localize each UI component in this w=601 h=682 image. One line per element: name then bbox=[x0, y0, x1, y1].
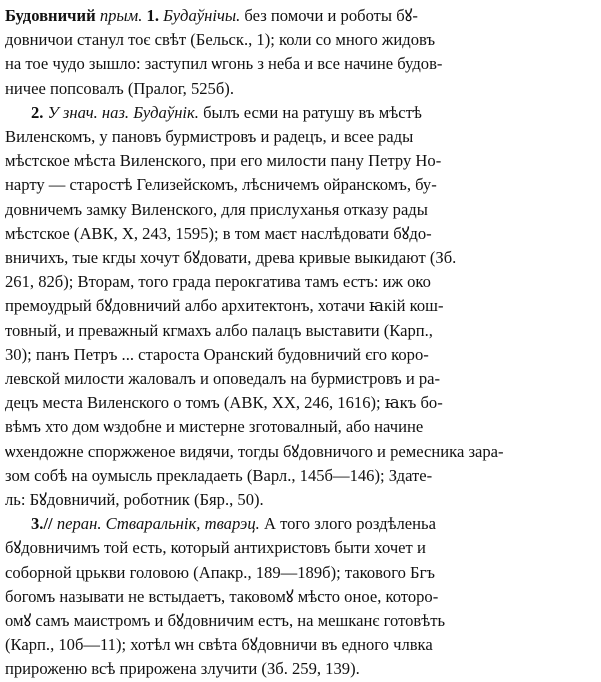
entry-line: 30); панъ Петръ ... староста Оранский будовничий єго коро- bbox=[5, 344, 429, 364]
usage-label: У знач. наз. bbox=[47, 102, 130, 122]
entry-line: мѣстское (АВК, X, 243, 1595); в том маєт наслѣдовати бꙋдо- bbox=[5, 223, 432, 243]
entry-line: бꙋдовничимъ той есть, который антихристовъ быти хочет и bbox=[5, 538, 426, 558]
entry-section-2 bbox=[5, 101, 596, 512]
entry-text: А того злого роздѣленьа bbox=[263, 514, 436, 534]
entry-section-1 bbox=[5, 4, 596, 101]
entry-line: довничои станул тоє свѣт (Бельск., 1); коли со много жидовъ bbox=[5, 30, 436, 50]
entry-line: 261, 82б); Вторам, того града перокгатива тамъ естъ: иж око bbox=[5, 272, 431, 292]
entry-line: товный, и преважный кгмахъ албо палацъ выставити (Карп., bbox=[5, 320, 433, 340]
entry-line: премоудрый бꙋдовничий албо архитектонъ, хотачи ꙗкій кош- bbox=[5, 296, 444, 316]
sense-gloss: Будаўнік. bbox=[133, 102, 199, 122]
entry-line: довничемъ замку Виленского, для прислуханья отказу рады bbox=[5, 199, 428, 219]
entry-line: ль: Бꙋдовничий, роботник (Бяр., 50). bbox=[5, 490, 264, 510]
entry-line bbox=[5, 512, 596, 536]
usage-label: перан. bbox=[56, 514, 102, 534]
sense-number: 1. bbox=[146, 6, 159, 25]
entry-line: нарту — старостѣ Гелизейскомъ, лѣсничемъ ойранскомъ, бу- bbox=[5, 175, 437, 195]
entry-line: богомъ называти не встыдаетъ, таковомꙋ мѣсто оное, которо- bbox=[5, 586, 439, 606]
entry-line: вѣмъ хто дом ѡздобне и мистерне зготовалный, або начине bbox=[5, 417, 424, 437]
entry-text: без помочи и роботы бꙋ- bbox=[244, 6, 418, 25]
entry-line: на тое чудо зышло: заступил ѡгонь з неба и все начине будов- bbox=[5, 54, 443, 74]
entry-line: (Карп., 10б—11); хотѣл ѡн свѣта бꙋдовничи въ едного члвка bbox=[5, 635, 433, 655]
entry-line: зом собѣ на оумысль прекладаеть (Варл., 145б—146); Здате- bbox=[5, 465, 433, 485]
sense-gloss: Будаўнічы. bbox=[163, 6, 241, 25]
entry-line: левской милости жаловалъ и оповедалъ на бурмистровъ и ра- bbox=[5, 369, 441, 389]
entry-line: вничихъ, тые кгды хочут бꙋдовати, древа кривые выкидают (Зб. bbox=[5, 248, 457, 268]
entry-line bbox=[5, 4, 596, 28]
entry-line: соборной црькви головою (Апакр., 189—189б); такового Бгъ bbox=[5, 562, 435, 582]
entry-line: децъ места Виленского о томъ (АВК, XX, 246, 1616); ꙗкъ бо- bbox=[5, 393, 443, 413]
sense-gloss: Стваральнік, тварэц. bbox=[105, 514, 260, 534]
entry-line: ѡхендожне споржженое видячи, тогды бꙋдовничого и ремесника зара- bbox=[5, 441, 504, 461]
sense-number: 2. bbox=[31, 102, 44, 122]
entry-line: омꙋ самъ маистромъ и бꙋдовничим естъ, на мешканє готовѣть bbox=[5, 611, 446, 631]
entry-section-3 bbox=[5, 512, 596, 681]
entry-line bbox=[5, 101, 596, 125]
entry-line: ничее попсовалъ (Пралог, 525б). bbox=[5, 78, 234, 98]
entry-line: прироженю всѣ прирожена злучити (Зб. 259, 139). bbox=[5, 659, 360, 679]
entry-line: Виленскомъ, у пановъ бурмистровъ и радецъ, и всее рады bbox=[5, 127, 414, 147]
entry-line: мѣстское мѣста Виленского, при его милости пану Петру Но- bbox=[5, 151, 442, 171]
headword: Будовничий bbox=[5, 6, 96, 25]
part-of-speech-label: прым. bbox=[99, 6, 143, 25]
sense-number: 3.// bbox=[31, 514, 53, 534]
entry-text: былъ есми на ратушу въ мѣстѣ bbox=[203, 102, 422, 122]
